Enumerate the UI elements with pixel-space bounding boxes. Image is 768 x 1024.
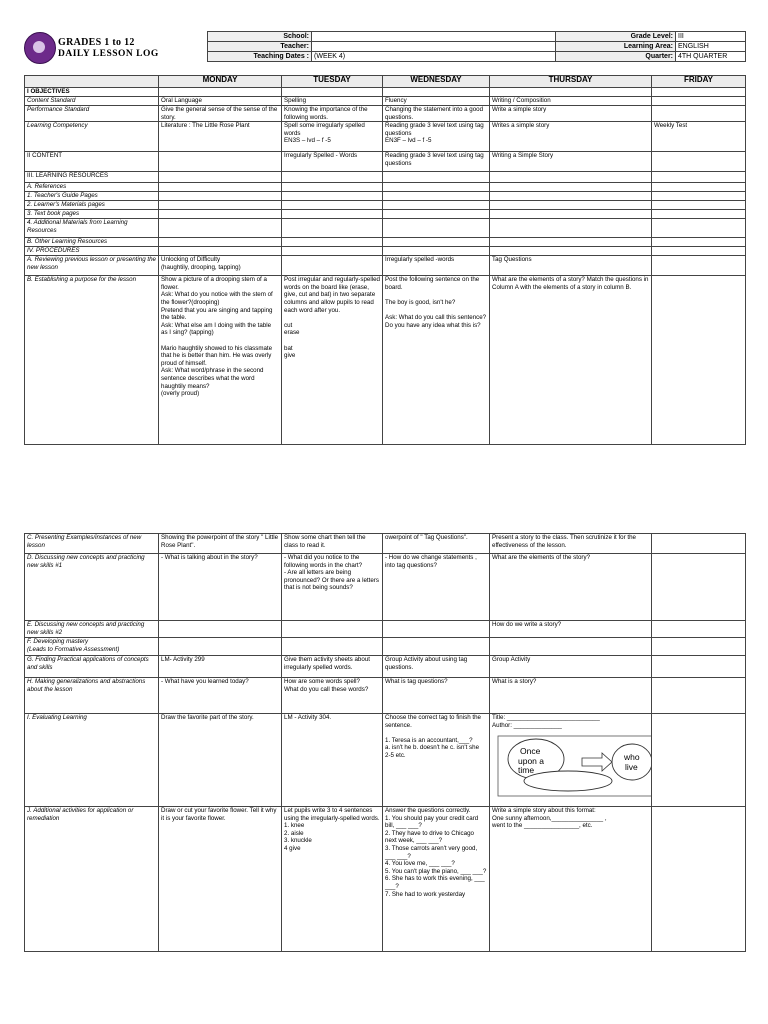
row-label: J. Additional activities for application or remediation	[25, 807, 159, 952]
lesson-row	[25, 621, 746, 638]
cell-tuesday: Let pupils write 3 to 4 sentences using the irregularly-spelled words. 1. knee 2. aisle 3. knuckle 4 give	[282, 807, 383, 952]
cell-monday	[159, 621, 282, 638]
cell-thursday	[490, 210, 652, 219]
cell-thursday	[490, 172, 652, 183]
lesson-row	[25, 554, 746, 621]
cell-friday	[652, 656, 746, 678]
cell-thursday	[490, 638, 652, 656]
cell-wednesday	[383, 638, 490, 656]
cell-monday	[159, 192, 282, 201]
cell-tuesday: Spelling	[282, 97, 383, 106]
cell-wednesday: Answer the questions correctly. 1. You should pay your credit card bill, ___ ___? 2. They have to drive to Chicago next week, ___ ___? 3. Those carrots aren't very good, ___ ___? 4. You love me, ___ ___? 5. You can't play the piano, ___ ___? 6. She has to work this evening, ___ ___? 7. She had to work yesterday	[383, 807, 490, 952]
cell-wednesday	[383, 238, 490, 247]
lesson-row	[25, 238, 746, 247]
cell-tuesday	[282, 88, 383, 97]
cell-monday	[159, 183, 282, 192]
cell-thursday: Write a simple story about this format: One sunny afternoon,_______________ , went to the ________________, etc.	[490, 807, 652, 952]
cell-friday	[652, 621, 746, 638]
row-label: A. Reviewing previous lesson or presenting the new lesson	[25, 256, 159, 276]
cell-wednesday	[383, 247, 490, 256]
day-header-thursday: THURSDAY	[490, 76, 652, 88]
cell-monday: Draw or cut your favorite flower. Tell it why it is your favorite flower.	[159, 807, 282, 952]
story-box-sunny	[524, 771, 612, 791]
lesson-row	[25, 714, 746, 807]
row-label: G. Finding Practical applications of concepts and skills	[25, 656, 159, 678]
cell-thursday	[490, 247, 652, 256]
cell-monday	[159, 201, 282, 210]
teaching-dates-label: Teaching Dates :	[208, 52, 312, 62]
teacher-value	[312, 42, 556, 52]
cell-monday: - What is talking about in the story?	[159, 554, 282, 621]
cell-thursday: Write a simple story	[490, 106, 652, 122]
row-label: Performance Standard	[25, 106, 159, 122]
cell-wednesday	[383, 192, 490, 201]
cell-friday	[652, 238, 746, 247]
cell-thursday: Writing / Composition	[490, 97, 652, 106]
cell-monday	[159, 219, 282, 238]
cell-wednesday: Reading grade 3 level text using tag questions	[383, 152, 490, 172]
cell-monday	[159, 210, 282, 219]
lesson-row	[25, 88, 746, 97]
cell-friday	[652, 534, 746, 554]
story-author-line: Author: ______________	[492, 721, 562, 729]
cell-wednesday: - How do we change statements , into tag questions?	[383, 554, 490, 621]
day-header-row	[25, 76, 746, 88]
cell-friday	[652, 807, 746, 952]
row-label: D. Discussing new concepts and practicing new skills #1	[25, 554, 159, 621]
cell-friday	[652, 714, 746, 807]
cell-friday	[652, 247, 746, 256]
learning-area-value: ENGLISH	[676, 42, 746, 52]
row-label: IV. PROCEDURES	[25, 247, 159, 256]
cell-friday	[652, 106, 746, 122]
grade-level-value: III	[676, 32, 746, 42]
cell-wednesday: Reading grade 3 level text using tag questions EN3F – lvd – f -5	[383, 122, 490, 152]
cell-friday	[652, 554, 746, 621]
cell-thursday: How do we write a story?	[490, 621, 652, 638]
cell-tuesday: Show some chart then tell the class to read it.	[282, 534, 383, 554]
lesson-row	[25, 638, 746, 656]
cell-friday: Weekly Test	[652, 122, 746, 152]
row-label: H. Making generalizations and abstractions about the lesson	[25, 678, 159, 714]
cell-friday	[652, 88, 746, 97]
cell-friday	[652, 192, 746, 201]
cell-thursday: Writes a simple story	[490, 122, 652, 152]
cell-tuesday	[282, 219, 383, 238]
cell-monday: Showing the powerpoint of the story " Little Rose Plant".	[159, 534, 282, 554]
lesson-row	[25, 172, 746, 183]
teacher-label: Teacher:	[208, 42, 312, 52]
cell-wednesday: Changing the statement into a good questions.	[383, 106, 490, 122]
lesson-row	[25, 183, 746, 192]
day-header-monday: MONDAY	[159, 76, 282, 88]
cell-tuesday: Knowing the importance of the following words.	[282, 106, 383, 122]
lesson-row	[25, 192, 746, 201]
lesson-row	[25, 678, 746, 714]
cell-thursday	[490, 88, 652, 97]
row-label: III. LEARNING RESOURCES	[25, 172, 159, 183]
cell-monday	[159, 238, 282, 247]
row-label: Content Standard	[25, 97, 159, 106]
cell-tuesday	[282, 238, 383, 247]
learning-area-label: Learning Area:	[556, 42, 676, 52]
row-label: 1. Teacher's Guide Pages	[25, 192, 159, 201]
row-label: I. Evaluating Learning	[25, 714, 159, 807]
row-label: II CONTENT	[25, 152, 159, 172]
school-value	[312, 32, 556, 42]
cell-wednesday: Choose the correct tag to finish the sentence. 1. Teresa is an accountant,___? a. isn't he b. doesn't he c. isn't she 2-5 etc.	[383, 714, 490, 807]
cell-wednesday	[383, 183, 490, 192]
row-label: 3. Text book pages	[25, 210, 159, 219]
cell-thursday	[490, 192, 652, 201]
cell-tuesday: - What did you notice to the following words in the chart? - Are all letters are being pronounced? Or there are a letters that is not being sounds?	[282, 554, 383, 621]
cell-tuesday	[282, 201, 383, 210]
lesson-table-part2	[24, 533, 746, 952]
lesson-table-part1	[24, 75, 746, 445]
cell-monday	[159, 638, 282, 656]
lesson-row	[25, 106, 746, 122]
cell-friday	[652, 172, 746, 183]
cell-wednesday: Irregularly spelled -words	[383, 256, 490, 276]
lesson-row	[25, 276, 746, 445]
cell-monday: Give the general sense of the sense of the story.	[159, 106, 282, 122]
cell-thursday	[490, 238, 652, 247]
header-info-table	[207, 31, 746, 62]
cell-thursday: Writing a Simple Story	[490, 152, 652, 172]
quarter-value: 4TH QUARTER	[676, 52, 746, 62]
cell-thursday: What is a story?	[490, 678, 652, 714]
cell-friday	[652, 256, 746, 276]
cell-monday: Oral Language	[159, 97, 282, 106]
cell-friday	[652, 183, 746, 192]
cell-wednesday: Post the following sentence on the board. The boy is good, isn't he? Ask: What do you call this sentence? Do you have any idea what this is?	[383, 276, 490, 445]
lesson-row	[25, 656, 746, 678]
cell-thursday: What are the elements of the story?	[490, 554, 652, 621]
cell-wednesday	[383, 201, 490, 210]
story-box-who-text: who live	[624, 752, 640, 772]
cell-tuesday: Give them activity sheets about irregularly spelled words.	[282, 656, 383, 678]
cell-thursday	[490, 219, 652, 238]
row-label: I OBJECTIVES	[25, 88, 159, 97]
cell-tuesday	[282, 247, 383, 256]
row-label: B. Other Learning Resources	[25, 238, 159, 247]
row-label: Learning Competency	[25, 122, 159, 152]
header-title-line2: DAILY LESSON LOG	[58, 49, 159, 59]
story-organizer-diagram	[490, 732, 652, 796]
cell-tuesday	[282, 638, 383, 656]
cell-thursday	[490, 201, 652, 210]
cell-friday	[652, 219, 746, 238]
cell-tuesday	[282, 621, 383, 638]
lesson-row	[25, 534, 746, 554]
cell-friday	[652, 201, 746, 210]
day-header-friday: FRIDAY	[652, 76, 746, 88]
deped-seal-icon	[24, 32, 56, 64]
cell-monday: Literature : The Little Rose Plant	[159, 122, 282, 152]
cell-thursday	[490, 714, 652, 807]
cell-tuesday: Spell some irregularly spelled words EN3S – lvd – f -5	[282, 122, 383, 152]
cell-monday: - What have you learned today?	[159, 678, 282, 714]
cell-wednesday	[383, 621, 490, 638]
cell-tuesday: Irregularly Spelled - Words	[282, 152, 383, 172]
grade-level-label: Grade Level:	[556, 32, 676, 42]
cell-wednesday: owerpoint of " Tag Questions".	[383, 534, 490, 554]
cell-monday: Show a picture of a drooping stem of a flower. Ask: What do you notice with the stem of the flower?(drooping) Pretend that you are singing and tapping the table. Ask: What else am I doing with the table as I sing? (tapping) Mario haughtily showed to his classmate that he is better than him. He was overly proud of himself. Ask: What word/phrase in the second sentence describes what the word haughtily means? (overly proud)	[159, 276, 282, 445]
cell-wednesday: What is tag questions?	[383, 678, 490, 714]
cell-monday: Draw the favorite part of the story.	[159, 714, 282, 807]
cell-monday: Unlocking of Difficulty (haughtily, drooping, tapping)	[159, 256, 282, 276]
cell-tuesday: Post irregular and regularly-spelled words on the board like (erase, give, cut and bat) in two separate columns and allow pupils to read each word after you. cut erase bat give	[282, 276, 383, 445]
cell-wednesday	[383, 219, 490, 238]
header-logo-block	[24, 31, 204, 64]
row-label: C. Presenting Examples/instances of new lesson	[25, 534, 159, 554]
row-label: 2. Learner's Materials pages	[25, 201, 159, 210]
cell-thursday: Present a story to the class. Then scrutinize it for the effectiveness of the lesson.	[490, 534, 652, 554]
cell-tuesday	[282, 210, 383, 219]
cell-friday	[652, 152, 746, 172]
teaching-dates-value: (WEEK 4)	[312, 52, 556, 62]
cell-wednesday: Group Activity about using tag questions.	[383, 656, 490, 678]
row-label: E. Discussing new concepts and practicing new skills #2	[25, 621, 159, 638]
cell-monday	[159, 88, 282, 97]
lesson-row	[25, 219, 746, 238]
row-label: F. Developing mastery (Leads to Formative Assessment)	[25, 638, 159, 656]
lesson-row	[25, 152, 746, 172]
row-label: A. References	[25, 183, 159, 192]
lesson-row	[25, 201, 746, 210]
cell-wednesday: Fluency	[383, 97, 490, 106]
cell-monday	[159, 152, 282, 172]
quarter-label: Quarter:	[556, 52, 676, 62]
cell-tuesday	[282, 172, 383, 183]
lesson-row	[25, 247, 746, 256]
lesson-row	[25, 122, 746, 152]
cell-wednesday	[383, 172, 490, 183]
cell-tuesday	[282, 192, 383, 201]
lesson-row	[25, 210, 746, 219]
cell-tuesday	[282, 183, 383, 192]
lesson-row	[25, 807, 746, 952]
header-title-line1: GRADES 1 to 12	[58, 37, 135, 48]
day-header-wednesday: WEDNESDAY	[383, 76, 490, 88]
cell-friday	[652, 210, 746, 219]
cell-friday	[652, 97, 746, 106]
row-label: B. Establishing a purpose for the lesson	[25, 276, 159, 445]
cell-tuesday	[282, 256, 383, 276]
cell-monday: LM- Activity 299	[159, 656, 282, 678]
cell-friday	[652, 678, 746, 714]
row-label: 4. Additional Materials from Learning Resources	[25, 219, 159, 238]
story-arrow-icon	[582, 753, 612, 771]
cell-thursday	[490, 183, 652, 192]
day-header-blank	[25, 76, 159, 88]
cell-monday	[159, 247, 282, 256]
cell-tuesday: How are some words spell? What do you call these words?	[282, 678, 383, 714]
cell-wednesday	[383, 210, 490, 219]
lesson-row	[25, 97, 746, 106]
lesson-row	[25, 256, 746, 276]
school-label: School:	[208, 32, 312, 42]
cell-wednesday	[383, 88, 490, 97]
cell-thursday: What are the elements of a story? Match the questions in Column A with the elements of a story in column B.	[490, 276, 652, 445]
story-title-line: Title: ___________________________	[492, 714, 600, 721]
cell-friday	[652, 638, 746, 656]
cell-tuesday: LM - Activity 304.	[282, 714, 383, 807]
cell-thursday: Tag Questions	[490, 256, 652, 276]
cell-thursday: Group Activity	[490, 656, 652, 678]
day-header-tuesday: TUESDAY	[282, 76, 383, 88]
cell-friday	[652, 276, 746, 445]
story-box-once-text: Once upon a time	[518, 746, 544, 775]
cell-monday	[159, 172, 282, 183]
